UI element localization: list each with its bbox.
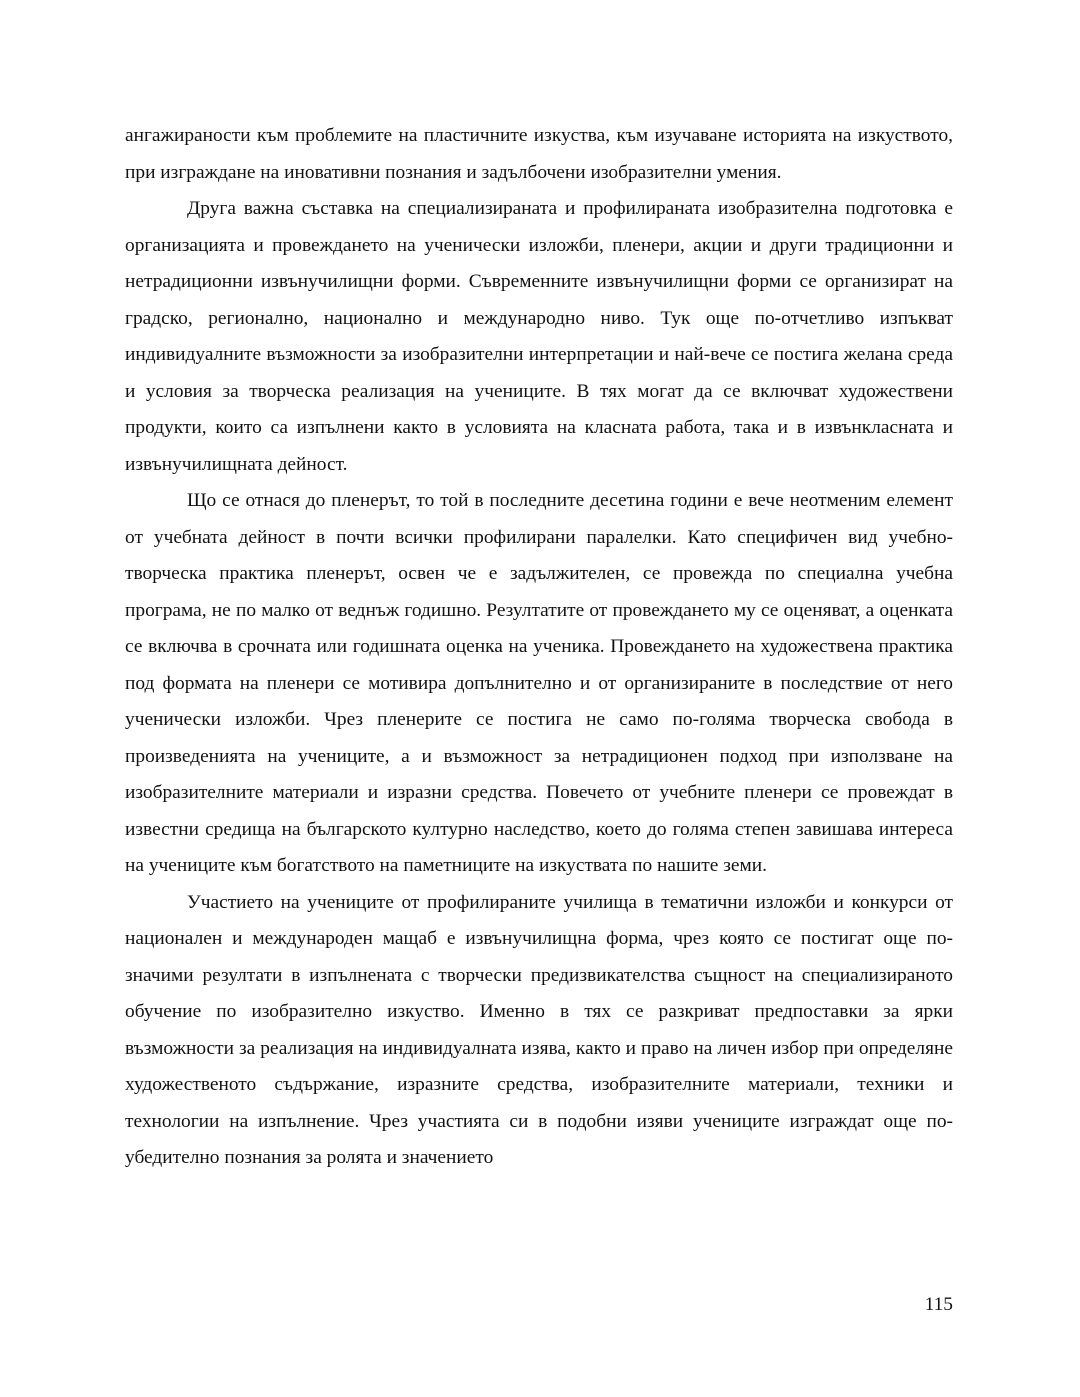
page-number: 115 xyxy=(924,1294,953,1315)
paragraph-continued: ангажираности към проблемите на пластичните изкуства, към изучаване историята на изкуството, при изграждане на иновативни познания и задълбочени изобразителни умения. xyxy=(125,125,953,183)
paragraph-exhibitions: Друга важна съставка на специализираната и профилираната изобразителна подготовка е организацията и провеждането на ученически изложби, пленери, акции и други традиционни и нетрадиционни извънучилищни форми. Съвременните извънучилищни форми се организират на градско, регионално, национално и международно ниво. Тук още по-отчетливо изпъкват индивидуалните възможности за изобразителни интерпретации и най-вече се постига желана среда и условия за творческа реализация на учениците. В тях могат да се включват художествени продукти, които са изпълнени както в условията на класната работа, така и в извънкласната и извънучилищната дейност. xyxy=(125,198,953,475)
paragraph-competitions: Участието на учениците от профилираните училища в тематични изложби и конкурси от национален и международен мащаб е извънучилищна форма, чрез която се постигат още по-значими резултати в изпълнената с творчески предизвикателства същност на специализираното обучение по изобразително изкуство. Именно в тях се разкриват предпоставки за ярки възможности за реализация на индивидуалната изява, както и право на личен избор при определяне художественото съдържание, изразните средства, изобразителните материали, техники и технологии на изпълнение. Чрез участията си в подобни изяви учениците изграждат още по-убедително познания за ролята и значението xyxy=(125,891,953,1168)
paragraph-plein-air: Що се отнася до пленерът, то той в последните десетина години е вече неотменим елемент от учебната дейност в почти всички профилирани паралелки. Като специфичен вид учебно-творческа практика пленерът, освен че е задължителен, се провежда по специална учебна програма, не по малко от веднъж годишно. Резултатите от провеждането му се оценяват, а оценката се включва в срочната или годишната оценка на ученика. Провеждането на художествена практика под формата на пленери се мотивира допълнително и от организираните в последствие от него ученически изложби. Чрез пленерите се постига не само по-голяма творческа свобода в произведенията на учениците, а и възможност за нетрадиционен подход при използване на изобразителните материали и изразни средства. Повечето от учебните пленери се провеждат в известни средища на българското културно наследство, което до голяма степен завишава интереса на учениците към богатството на паметниците на изкуствата по нашите земи. xyxy=(125,490,953,876)
body-text xyxy=(125,118,953,1177)
